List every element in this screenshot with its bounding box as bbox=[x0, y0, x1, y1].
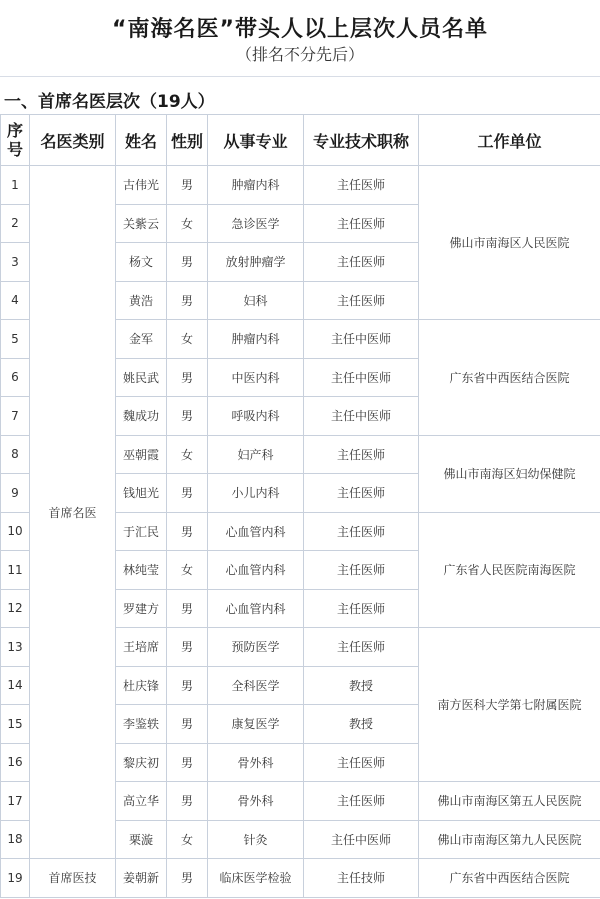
cell-gender: 男 bbox=[167, 397, 208, 436]
cell-seq: 8 bbox=[1, 435, 30, 474]
cell-name: 古伟光 bbox=[116, 166, 167, 205]
cell-unit: 南方医科大学第七附属医院 bbox=[419, 628, 600, 782]
col-name-header: 姓名 bbox=[116, 115, 167, 166]
cell-gender: 男 bbox=[167, 859, 208, 898]
cell-category: 首席医技 bbox=[30, 859, 116, 898]
cell-specialty: 肿瘤内科 bbox=[208, 320, 304, 359]
cell-title: 教授 bbox=[304, 666, 419, 705]
cell-title: 主任医师 bbox=[304, 243, 419, 282]
cell-name: 魏成功 bbox=[116, 397, 167, 436]
cell-seq: 5 bbox=[1, 320, 30, 359]
cell-name: 黄浩 bbox=[116, 281, 167, 320]
cell-name: 黎庆初 bbox=[116, 743, 167, 782]
cell-gender: 男 bbox=[167, 281, 208, 320]
cell-title: 主任中医师 bbox=[304, 320, 419, 359]
table-row bbox=[1, 859, 600, 898]
cell-seq: 17 bbox=[1, 782, 30, 821]
cell-unit: 佛山市南海区第九人民医院 bbox=[419, 820, 600, 859]
cell-title: 主任技师 bbox=[304, 859, 419, 898]
cell-gender: 男 bbox=[167, 512, 208, 551]
col-category-header: 名医类别 bbox=[30, 115, 116, 166]
cell-gender: 男 bbox=[167, 589, 208, 628]
cell-specialty: 针灸 bbox=[208, 820, 304, 859]
cell-name: 钱旭光 bbox=[116, 474, 167, 513]
page-title: “南海名医”带头人以上层次人员名单 bbox=[112, 17, 488, 42]
cell-specialty: 妇科 bbox=[208, 281, 304, 320]
header-divider bbox=[0, 76, 600, 77]
cell-title: 主任医师 bbox=[304, 281, 419, 320]
col-gender-header: 性别 bbox=[167, 115, 208, 166]
roster-table bbox=[0, 114, 600, 898]
cell-specialty: 呼吸内科 bbox=[208, 397, 304, 436]
cell-name: 高立华 bbox=[116, 782, 167, 821]
cell-seq: 12 bbox=[1, 589, 30, 628]
cell-gender: 男 bbox=[167, 628, 208, 667]
cell-name: 姚民武 bbox=[116, 358, 167, 397]
cell-gender: 男 bbox=[167, 782, 208, 821]
cell-specialty: 放射肿瘤学 bbox=[208, 243, 304, 282]
cell-title: 主任医师 bbox=[304, 628, 419, 667]
cell-specialty: 中医内科 bbox=[208, 358, 304, 397]
cell-title: 主任中医师 bbox=[304, 358, 419, 397]
col-title-header: 专业技术职称 bbox=[304, 115, 419, 166]
cell-gender: 女 bbox=[167, 204, 208, 243]
cell-name: 金军 bbox=[116, 320, 167, 359]
cell-title: 主任医师 bbox=[304, 474, 419, 513]
cell-gender: 男 bbox=[167, 705, 208, 744]
cell-name: 巫朝霞 bbox=[116, 435, 167, 474]
cell-seq: 1 bbox=[1, 166, 30, 205]
cell-specialty: 康复医学 bbox=[208, 705, 304, 744]
cell-specialty: 骨外科 bbox=[208, 782, 304, 821]
cell-title: 主任医师 bbox=[304, 743, 419, 782]
cell-name: 关紫云 bbox=[116, 204, 167, 243]
cell-seq: 9 bbox=[1, 474, 30, 513]
col-seq-header: 序号 bbox=[1, 115, 30, 166]
cell-name: 杜庆锋 bbox=[116, 666, 167, 705]
cell-name: 姜朝新 bbox=[116, 859, 167, 898]
cell-seq: 10 bbox=[1, 512, 30, 551]
cell-seq: 18 bbox=[1, 820, 30, 859]
cell-seq: 14 bbox=[1, 666, 30, 705]
cell-gender: 女 bbox=[167, 551, 208, 590]
cell-category: 首席名医 bbox=[30, 166, 116, 859]
cell-seq: 3 bbox=[1, 243, 30, 282]
cell-unit: 广东省中西医结合医院 bbox=[419, 320, 600, 436]
cell-gender: 男 bbox=[167, 243, 208, 282]
cell-gender: 男 bbox=[167, 666, 208, 705]
cell-title: 主任医师 bbox=[304, 166, 419, 205]
cell-specialty: 临床医学检验 bbox=[208, 859, 304, 898]
cell-name: 罗建方 bbox=[116, 589, 167, 628]
cell-name: 李鉴轶 bbox=[116, 705, 167, 744]
cell-specialty: 心血管内科 bbox=[208, 512, 304, 551]
cell-title: 主任中医师 bbox=[304, 820, 419, 859]
cell-seq: 11 bbox=[1, 551, 30, 590]
cell-seq: 4 bbox=[1, 281, 30, 320]
cell-specialty: 全科医学 bbox=[208, 666, 304, 705]
cell-seq: 13 bbox=[1, 628, 30, 667]
cell-name: 于汇民 bbox=[116, 512, 167, 551]
cell-unit: 佛山市南海区妇幼保健院 bbox=[419, 435, 600, 512]
cell-title: 主任医师 bbox=[304, 512, 419, 551]
cell-title: 主任医师 bbox=[304, 551, 419, 590]
cell-unit: 佛山市南海区人民医院 bbox=[419, 166, 600, 320]
cell-gender: 女 bbox=[167, 320, 208, 359]
cell-title: 主任医师 bbox=[304, 204, 419, 243]
cell-unit: 广东省中西医结合医院 bbox=[419, 859, 600, 898]
cell-specialty: 心血管内科 bbox=[208, 589, 304, 628]
cell-title: 主任医师 bbox=[304, 435, 419, 474]
cell-specialty: 小儿内科 bbox=[208, 474, 304, 513]
cell-seq: 2 bbox=[1, 204, 30, 243]
col-specialty-header: 从事专业 bbox=[208, 115, 304, 166]
cell-specialty: 妇产科 bbox=[208, 435, 304, 474]
table-row bbox=[1, 166, 600, 205]
section-heading: 一、首席名医层次（19人） bbox=[4, 92, 215, 112]
cell-title: 教授 bbox=[304, 705, 419, 744]
cell-gender: 男 bbox=[167, 166, 208, 205]
cell-gender: 女 bbox=[167, 435, 208, 474]
cell-name: 王培席 bbox=[116, 628, 167, 667]
cell-seq: 6 bbox=[1, 358, 30, 397]
cell-title: 主任中医师 bbox=[304, 397, 419, 436]
cell-specialty: 骨外科 bbox=[208, 743, 304, 782]
cell-gender: 男 bbox=[167, 474, 208, 513]
cell-gender: 男 bbox=[167, 743, 208, 782]
cell-specialty: 急诊医学 bbox=[208, 204, 304, 243]
table-header-row bbox=[1, 115, 600, 166]
cell-seq: 16 bbox=[1, 743, 30, 782]
cell-name: 林纯莹 bbox=[116, 551, 167, 590]
page-subtitle: （排名不分先后） bbox=[235, 45, 364, 64]
cell-specialty: 预防医学 bbox=[208, 628, 304, 667]
cell-specialty: 心血管内科 bbox=[208, 551, 304, 590]
col-unit-header: 工作单位 bbox=[419, 115, 600, 166]
cell-gender: 男 bbox=[167, 358, 208, 397]
cell-title: 主任医师 bbox=[304, 782, 419, 821]
cell-unit: 广东省人民医院南海医院 bbox=[419, 512, 600, 628]
cell-seq: 7 bbox=[1, 397, 30, 436]
cell-title: 主任医师 bbox=[304, 589, 419, 628]
cell-unit: 佛山市南海区第五人民医院 bbox=[419, 782, 600, 821]
cell-specialty: 肿瘤内科 bbox=[208, 166, 304, 205]
cell-name: 杨文 bbox=[116, 243, 167, 282]
cell-gender: 女 bbox=[167, 820, 208, 859]
cell-seq: 15 bbox=[1, 705, 30, 744]
cell-seq: 19 bbox=[1, 859, 30, 898]
cell-name: 栗漩 bbox=[116, 820, 167, 859]
